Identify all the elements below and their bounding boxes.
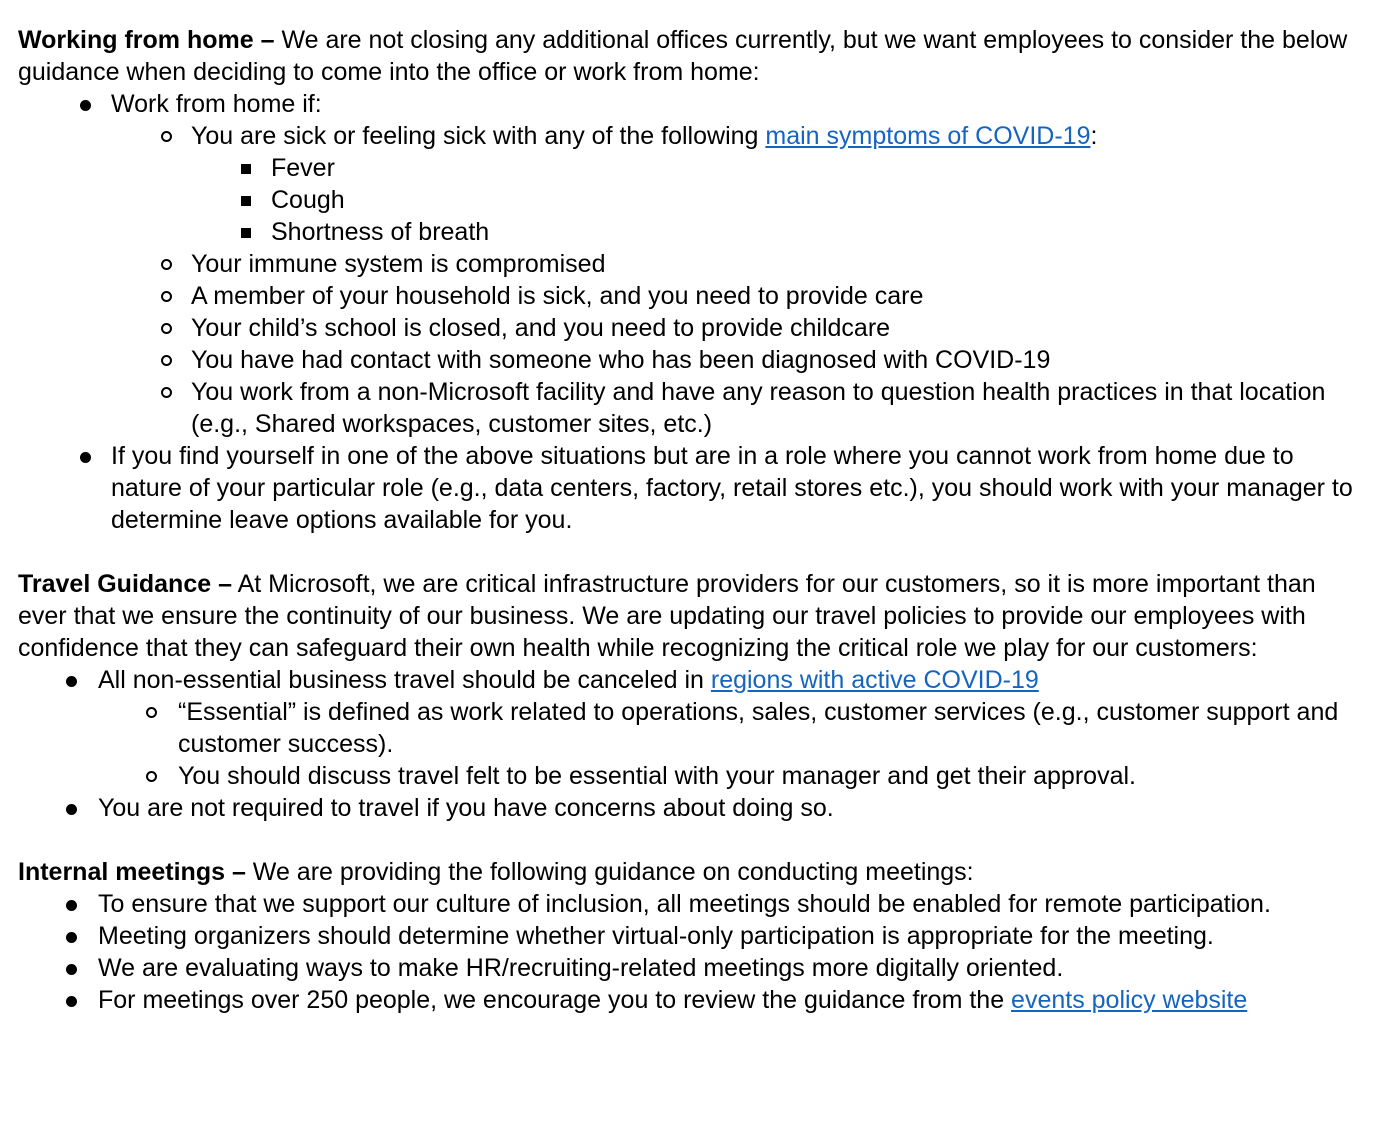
- non-microsoft-facility-text: You work from a non-Microsoft facility and have any reason to question health practices in that location (e.g., Shared workspaces, customer sites, etc.): [191, 378, 1326, 438]
- events-policy-link[interactable]: events policy website: [1011, 986, 1248, 1014]
- meetings-hr-text: We are evaluating ways to make HR/recruiting-related meetings more digitally oriented.: [98, 954, 1064, 982]
- wfh-list: [18, 88, 1368, 536]
- wfh-heading: Working from home –: [18, 26, 275, 54]
- symptom-fever: Fever: [271, 154, 335, 182]
- symptoms-list: [18, 152, 1368, 248]
- list-item: [18, 920, 1368, 952]
- list-item: [18, 888, 1368, 920]
- list-item: [18, 280, 1368, 312]
- list-item: [18, 88, 1368, 440]
- travel-list: [18, 664, 1368, 824]
- sick-colon: :: [1090, 122, 1098, 150]
- circle-bullet-icon: [161, 131, 172, 142]
- travel-intro-paragraph: [18, 568, 1368, 664]
- circle-bullet-icon: [146, 771, 157, 782]
- wfh-intro-paragraph: [18, 24, 1368, 88]
- wfh-bullet-leave-options: If you find yourself in one of the above situations but are in a role where you cannot work from home due to nature of your particular role (e.g., data centers, factory, retail stores etc.), you should work with your manager to determine leave options available for you.: [111, 442, 1353, 534]
- covid-symptoms-link[interactable]: main symptoms of COVID-19: [765, 122, 1091, 150]
- essential-definition-text: “Essential” is defined as work related to operations, sales, customer services (e.g., customer support and customer success).: [178, 698, 1339, 758]
- symptom-shortness-of-breath: Shortness of breath: [271, 218, 490, 246]
- school-text: Your child’s school is closed, and you need to provide childcare: [191, 314, 891, 342]
- list-item: [18, 696, 1368, 760]
- wfh-conditions-list: [18, 120, 1368, 440]
- wfh-bullet-work-from-home: Work from home if:: [111, 90, 322, 118]
- list-item: [18, 664, 1368, 792]
- list-item: [18, 216, 1368, 248]
- list-item: [18, 120, 1368, 248]
- sick-text: You are sick or feeling sick with any of the following: [191, 122, 766, 150]
- list-item: [18, 248, 1368, 280]
- list-item: [18, 344, 1368, 376]
- circle-bullet-icon: [161, 291, 172, 302]
- immune-text: Your immune system is compromised: [191, 250, 606, 278]
- travel-section: [18, 568, 1368, 824]
- bullet-icon: [66, 932, 77, 943]
- list-item: [18, 312, 1368, 344]
- list-item: [18, 440, 1368, 536]
- square-bullet-icon: [241, 164, 251, 174]
- bullet-icon: [80, 100, 91, 111]
- bullet-icon: [80, 452, 91, 463]
- symptom-cough: Cough: [271, 186, 345, 214]
- meetings-intro-paragraph: [18, 856, 1368, 888]
- wfh-section: [18, 24, 1368, 536]
- list-item: [18, 184, 1368, 216]
- meetings-large-text: For meetings over 250 people, we encourage you to review the guidance from the: [98, 986, 1012, 1014]
- meetings-list: [18, 888, 1368, 1016]
- travel-not-required-text: You are not required to travel if you have concerns about doing so.: [98, 794, 834, 822]
- travel-cancel-text: All non-essential business travel should be canceled in: [98, 666, 711, 694]
- list-item: [18, 984, 1368, 1016]
- circle-bullet-icon: [146, 707, 157, 718]
- list-item: [18, 152, 1368, 184]
- bullet-icon: [66, 676, 77, 687]
- meetings-intro-text: We are providing the following guidance on conducting meetings:: [245, 858, 974, 886]
- square-bullet-icon: [241, 228, 251, 238]
- regions-covid-link[interactable]: regions with active COVID-19: [710, 666, 1039, 694]
- meetings-heading: Internal meetings –: [18, 858, 246, 886]
- bullet-icon: [66, 900, 77, 911]
- list-item: [18, 952, 1368, 984]
- circle-bullet-icon: [161, 323, 172, 334]
- bullet-icon: [66, 964, 77, 975]
- list-item: [18, 760, 1368, 792]
- meetings-virtual-text: Meeting organizers should determine whether virtual-only participation is appropriate for the meeting.: [98, 922, 1214, 950]
- meetings-inclusion-text: To ensure that we support our culture of inclusion, all meetings should be enabled for remote participation.: [98, 890, 1271, 918]
- discuss-travel-text: You should discuss travel felt to be essential with your manager and get their approval.: [178, 762, 1136, 790]
- bullet-icon: [66, 996, 77, 1007]
- household-text: A member of your household is sick, and you need to provide care: [191, 282, 924, 310]
- travel-heading: Travel Guidance –: [18, 570, 232, 598]
- meetings-section: [18, 856, 1368, 1016]
- square-bullet-icon: [241, 196, 251, 206]
- circle-bullet-icon: [161, 387, 172, 398]
- travel-intro-text: At Microsoft, we are critical infrastructure providers for our customers, so it is more important than ever that we ensure the continuity of our business. We are updating our travel policies to provide our employees with confidence that they can safeguard their own health while recognizing the critical role we play for our customers:: [18, 570, 1316, 662]
- travel-sub-list: [18, 696, 1368, 792]
- contact-text: You have had contact with someone who has been diagnosed with COVID-19: [191, 346, 1051, 374]
- list-item: [18, 376, 1368, 440]
- circle-bullet-icon: [161, 259, 172, 270]
- wfh-intro-text: We are not closing any additional offices currently, but we want employees to consider the below guidance when deciding to come into the office or work from home:: [18, 26, 1348, 86]
- list-item: [18, 792, 1368, 824]
- bullet-icon: [66, 804, 77, 815]
- circle-bullet-icon: [161, 355, 172, 366]
